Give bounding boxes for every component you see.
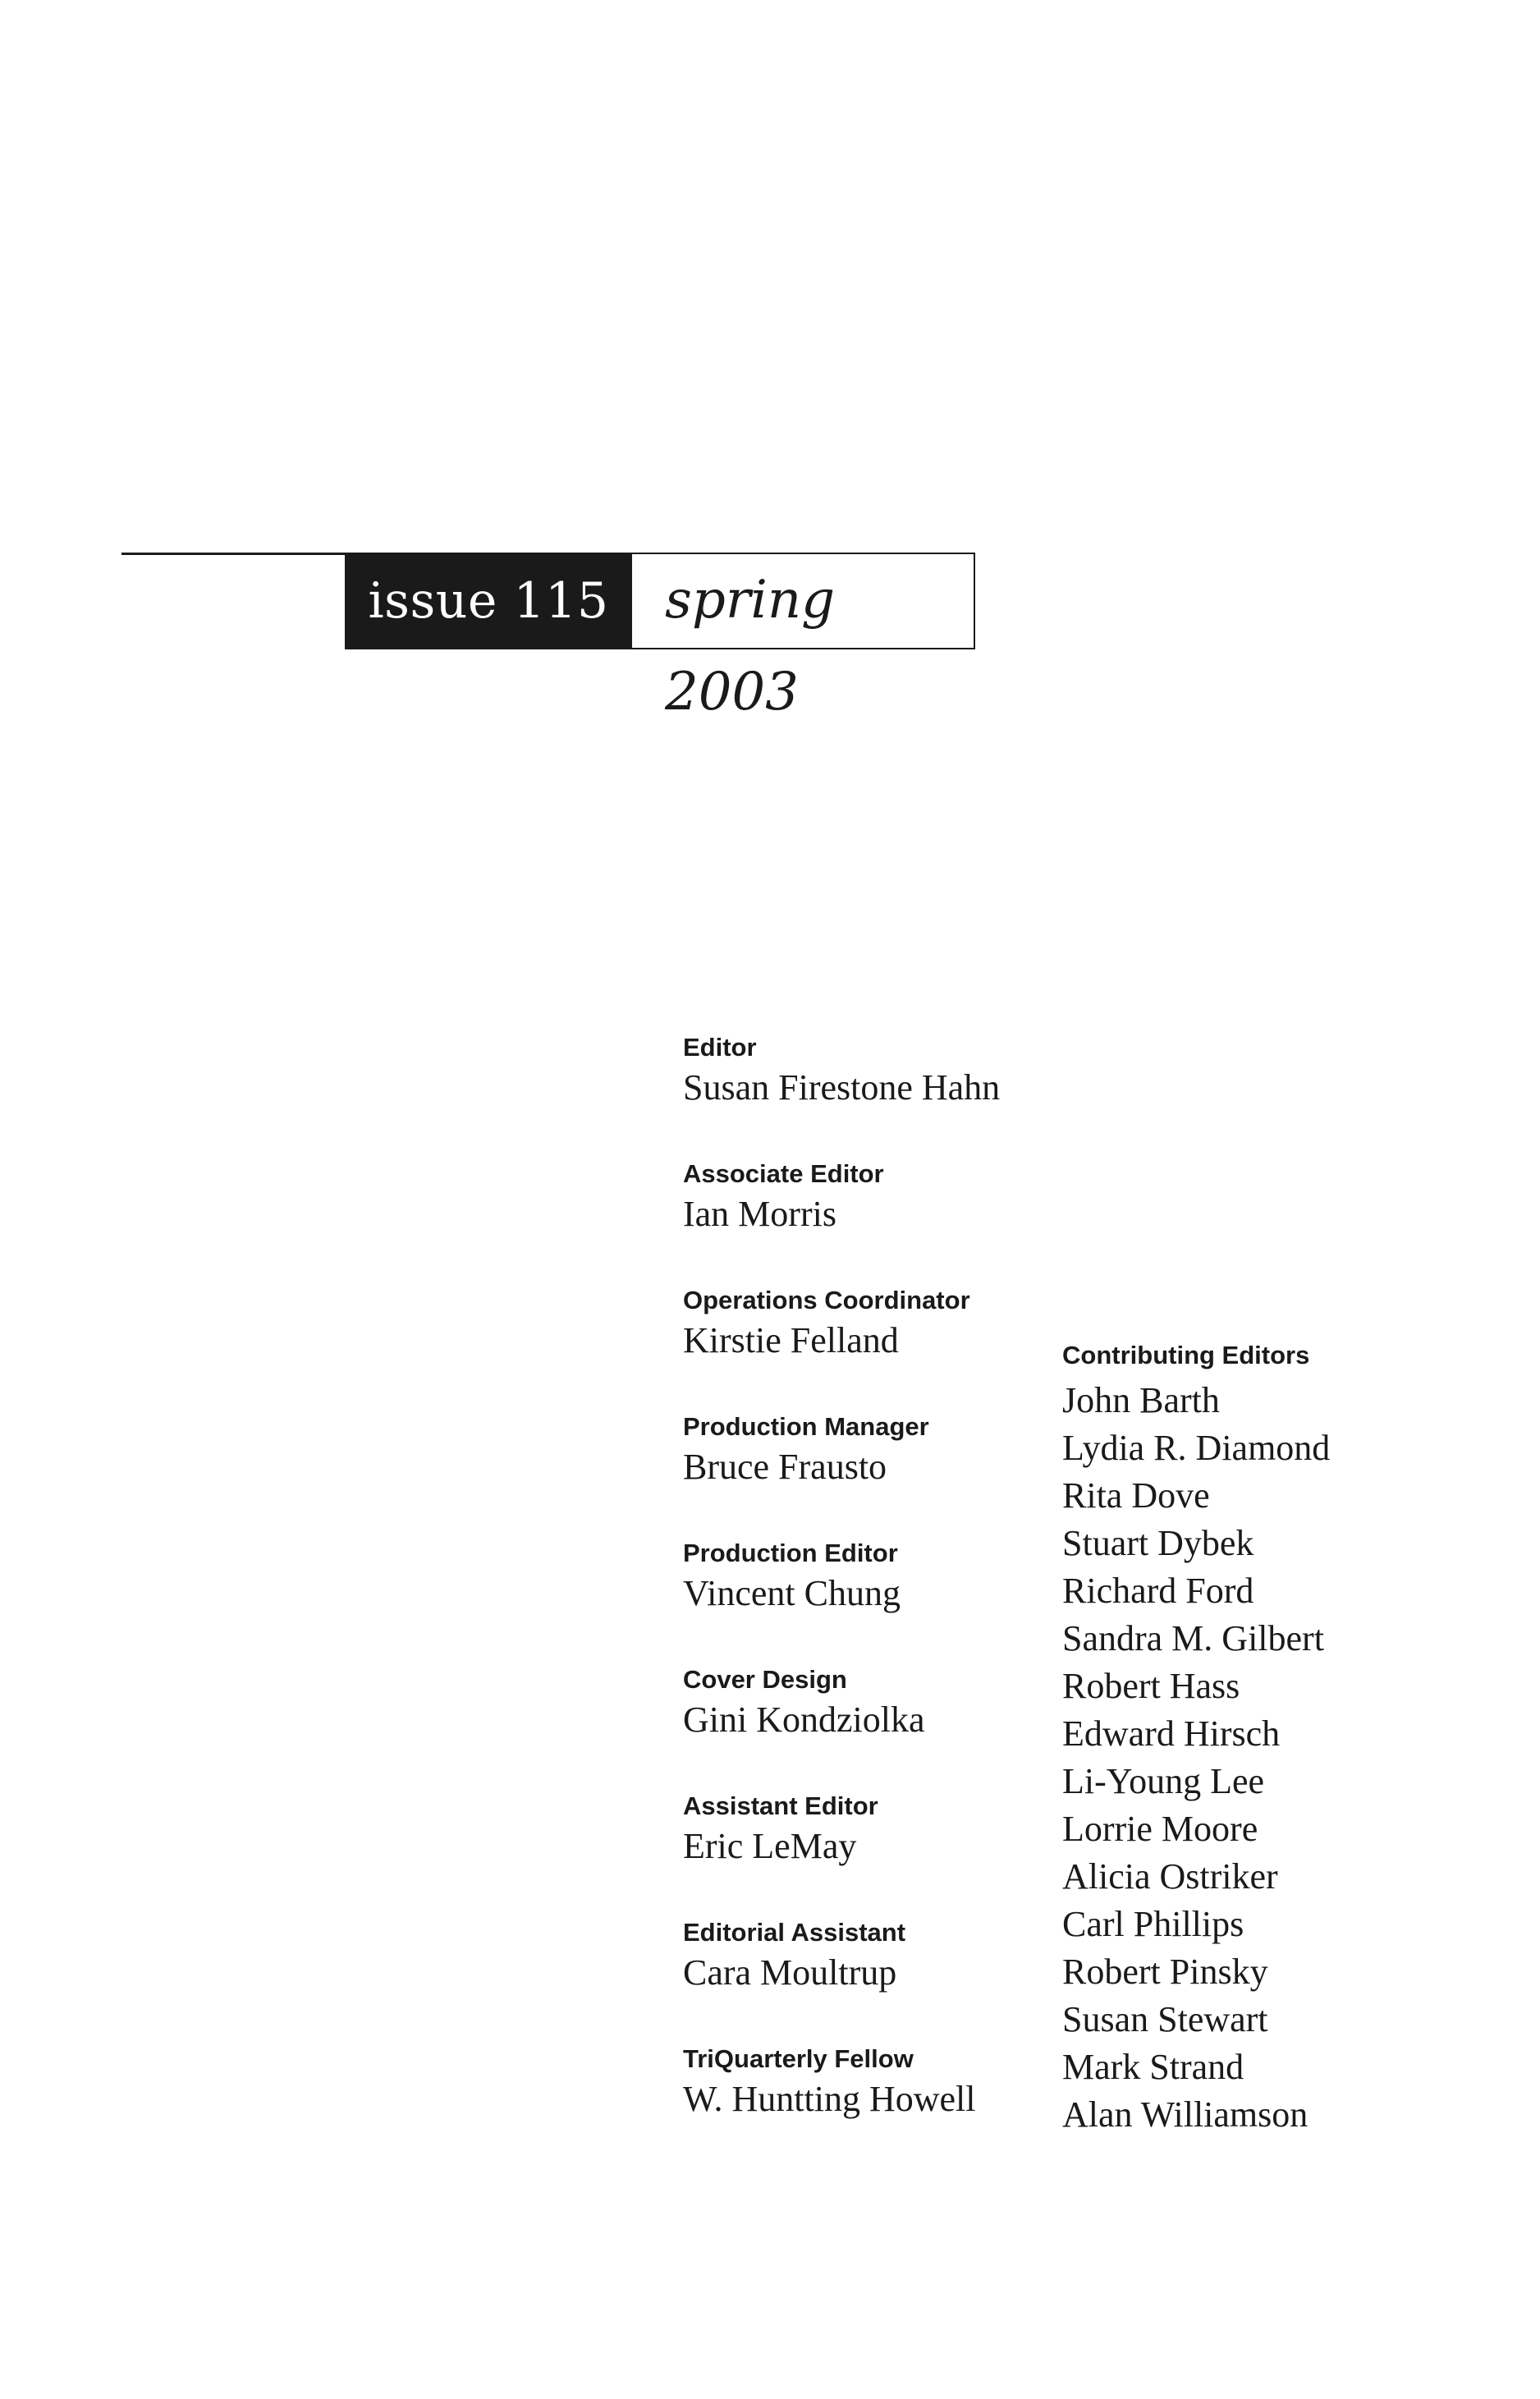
- role-title: Assistant Editor: [683, 1791, 878, 1820]
- issue-banner: [345, 553, 975, 722]
- role-name: Susan Firestone Hahn: [683, 1067, 1001, 1108]
- contributing-editor: Susan Stewart: [1062, 1999, 1268, 2039]
- role-title: Cover Design: [683, 1665, 847, 1694]
- role-name: Vincent Chung: [683, 1573, 901, 1613]
- contributing-editor: Lorrie Moore: [1062, 1809, 1258, 1849]
- contributing-editor: John Barth: [1062, 1380, 1220, 1420]
- contributing-editor: Edward Hirsch: [1062, 1713, 1281, 1754]
- role-title: TriQuarterly Fellow: [683, 2044, 914, 2073]
- contributing-editors-title: Contributing Editors: [1062, 1341, 1310, 1369]
- role-assistant-editor: [683, 1790, 1069, 1916]
- role-associate-editor: [683, 1158, 1069, 1284]
- contributing-editor: Stuart Dybek: [1062, 1523, 1254, 1563]
- masthead-staff: [683, 1031, 1069, 2169]
- contributing-editor: Alan Williamson: [1062, 2094, 1309, 2135]
- role-title: Associate Editor: [683, 1159, 884, 1188]
- issue-number: issue 115: [345, 553, 632, 649]
- contributing-editors: [1062, 1339, 1440, 2139]
- role-production-editor: [683, 1537, 1069, 1663]
- role-title: Editorial Assistant: [683, 1918, 906, 1947]
- role-production-manager: [683, 1411, 1069, 1537]
- contributing-editor: Alicia Ostriker: [1062, 1856, 1278, 1897]
- contributing-editor: Carl Phillips: [1062, 1904, 1244, 1944]
- role-triquarterly-fellow: [683, 2043, 1069, 2169]
- role-title: Editor: [683, 1033, 757, 1062]
- contributing-editor: Mark Strand: [1062, 2047, 1244, 2087]
- contributing-editors-list: [1062, 1377, 1440, 2139]
- role-name: Bruce Frausto: [683, 1447, 887, 1487]
- contributing-editor: Robert Hass: [1062, 1666, 1240, 1706]
- contributing-editor: Richard Ford: [1062, 1571, 1254, 1611]
- contributing-editor: Rita Dove: [1062, 1475, 1210, 1516]
- contributing-editor: Lydia R. Diamond: [1062, 1428, 1331, 1468]
- contributing-editor: Sandra M. Gilbert: [1062, 1618, 1324, 1658]
- role-name: Kirstie Felland: [683, 1320, 899, 1360]
- role-editor: [683, 1031, 1069, 1158]
- role-name: Ian Morris: [683, 1194, 836, 1234]
- role-title: Production Manager: [683, 1412, 929, 1441]
- role-name: Gini Kondziolka: [683, 1699, 925, 1740]
- role-name: Eric LeMay: [683, 1826, 857, 1866]
- contributing-editor: Robert Pinsky: [1062, 1952, 1268, 1992]
- banner-rule: [121, 553, 348, 555]
- role-title: Operations Coordinator: [683, 1286, 970, 1314]
- issue-season: spring 2003: [632, 553, 975, 649]
- role-name: W. Huntting Howell: [683, 2079, 976, 2119]
- role-cover-design: [683, 1663, 1069, 1790]
- role-name: Cara Moultrup: [683, 1952, 897, 1993]
- contributing-editor: Li-Young Lee: [1062, 1761, 1265, 1801]
- role-title: Production Editor: [683, 1539, 898, 1567]
- role-operations-coordinator: [683, 1284, 1069, 1411]
- role-editorial-assistant: [683, 1916, 1069, 2043]
